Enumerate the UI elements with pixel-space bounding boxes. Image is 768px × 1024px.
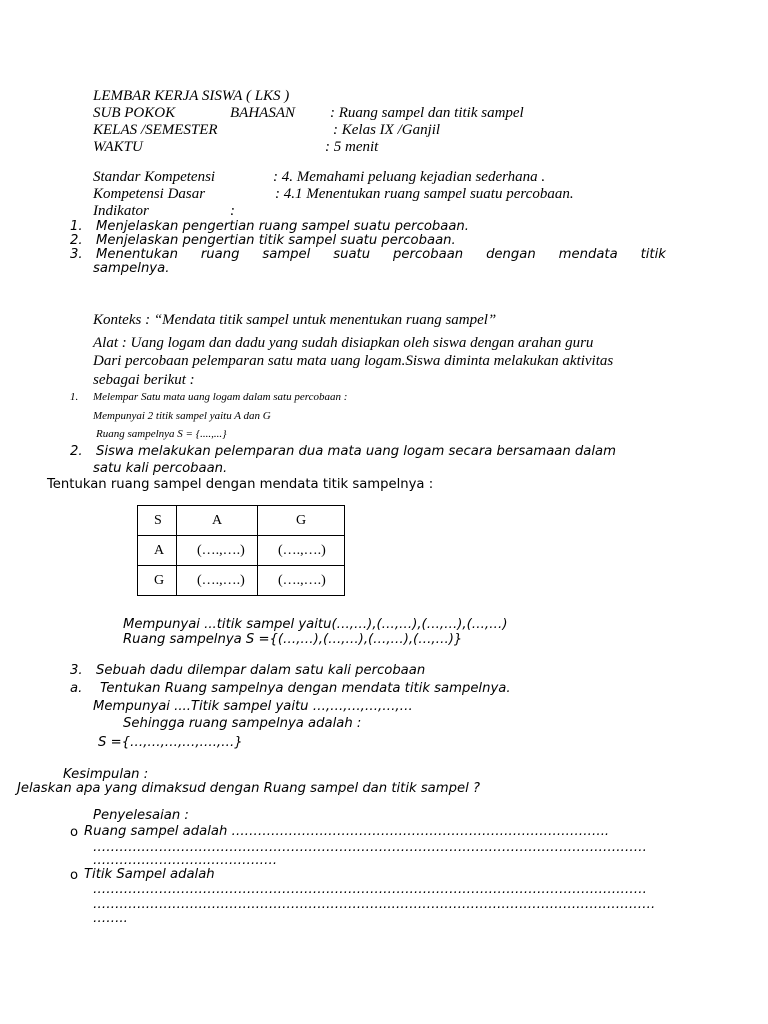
table-row — [138, 566, 345, 596]
sk-value: : 4. Memahami peluang kejadian sederhana . — [273, 169, 546, 185]
konteks-line: Konteks : “Mendata titik sampel untuk menentukan ruang sampel” — [93, 312, 497, 328]
indicator-3-line1 — [96, 247, 666, 262]
waktu-label: WAKTU — [93, 139, 143, 155]
dari-line: Dari percobaan pelemparan satu mata uang logam.Siswa diminta melakukan aktivitas — [93, 353, 614, 369]
activity-2-line2: satu kali percobaan. — [93, 461, 228, 476]
table-row-label: A — [138, 536, 177, 566]
ruang-sampel-line2: ……………………………………………………………………………………………………………… — [93, 840, 647, 855]
activity-1-num: 1. — [70, 391, 79, 403]
indicator-3-word: mendata — [558, 247, 618, 262]
activity-3a-text: Tentukan Ruang sampelnya dengan mendata titik sampelnya. — [100, 681, 511, 696]
penyelesaian-label: Penyelesaian : — [93, 808, 189, 823]
ruang-sampel-line1: Ruang sampel adalah ………………………………………………………………………….. — [84, 824, 610, 839]
indicator-1-num: 1. — [70, 219, 83, 234]
titik-sampel-line2: ……………………………………………………………………………………………………………… — [93, 882, 647, 897]
table-cell: (….,….) — [177, 566, 258, 596]
activity-3-s-equation: S ={…,…,…,…,….,…} — [98, 735, 243, 750]
activity-3a-label: a. — [70, 681, 83, 696]
indikator-colon: : — [230, 203, 235, 219]
activity-3-num: 3. — [70, 663, 83, 678]
activity-1-line2: Mempunyai 2 titik sampel yaitu A dan G — [93, 410, 271, 422]
bullet-icon: o — [70, 825, 79, 840]
indicator-3-word: suatu — [333, 247, 371, 262]
indicator-2-text: Menjelaskan pengertian titik sampel suatu percobaan. — [96, 233, 456, 248]
kesimpulan-title: Kesimpulan : — [63, 767, 149, 782]
kd-value: : 4.1 Menentukan ruang sampel suatu percobaan. — [275, 186, 574, 202]
activity-3-text: Sebuah dadu dilempar dalam satu kali percobaan — [96, 663, 426, 678]
table-header-cell: G — [258, 506, 345, 536]
indicator-1-text: Menjelaskan pengertian ruang sampel suatu percobaan. — [96, 219, 469, 234]
activity-3-sehingga: Sehingga ruang sampelnya adalah : — [123, 716, 362, 731]
activity-2-instruction: Tentukan ruang sampel dengan mendata titik sampelnya : — [47, 477, 434, 492]
ruang-sampel-line3: ……………………..……………. — [93, 853, 278, 868]
table-header-cell: S — [138, 506, 177, 536]
table-header-row — [138, 506, 345, 536]
sk-label: Standar Kompetensi — [93, 169, 216, 185]
kelas-label: KELAS /SEMESTER — [93, 122, 218, 138]
kesimpulan-question: Jelaskan apa yang dimaksud dengan Ruang sampel dan titik sampel ? — [17, 781, 480, 796]
indicator-3-word: titik — [640, 247, 666, 262]
table-row-label: G — [138, 566, 177, 596]
indicator-3-word: Menentukan — [96, 247, 178, 262]
activity-2-num: 2. — [70, 444, 83, 459]
bahasan-label: BAHASAN — [230, 105, 295, 121]
activity-2-line1: Siswa melakukan pelemparan dua mata uang logam secara bersamaan dalam — [96, 444, 616, 459]
indicator-3-word: sampel — [262, 247, 311, 262]
titik-sampel-line4: …….. — [93, 911, 128, 926]
indicator-3-num: 3. — [70, 247, 83, 262]
titik-sampel-line3: …………………………………………………………..…………………………………………………… — [93, 897, 656, 912]
bullet-icon: o — [70, 868, 79, 883]
table-cell: (….,….) — [258, 536, 345, 566]
activity-1-line1: Melempar Satu mata uang logam dalam satu percobaan : — [93, 391, 348, 403]
indicator-3-word: dengan — [486, 247, 536, 262]
kd-label: Kompetensi Dasar — [93, 186, 206, 202]
kelas-value: : Kelas IX /Ganjil — [333, 122, 441, 138]
indikator-label: Indikator — [93, 203, 149, 219]
table-cell: (….,….) — [258, 566, 345, 596]
sub-pokok-label: SUB POKOK — [93, 105, 176, 121]
indicator-2-num: 2. — [70, 233, 83, 248]
table-row — [138, 536, 345, 566]
table-header-cell: A — [177, 506, 258, 536]
table-cell: (….,….) — [177, 536, 258, 566]
activity-2-result-1: Mempunyai ...titik sampel yaitu(…,…),(…,…),(…,…),(…,…) — [123, 617, 508, 632]
lks-title: LEMBAR KERJA SISWA ( LKS ) — [93, 88, 290, 104]
titik-sampel-line1: Titik Sampel adalah — [84, 867, 215, 882]
indicator-3-line2: sampelnya. — [93, 261, 170, 276]
activity-1-line3: Ruang sampelnya S = {....,...} — [96, 428, 227, 440]
waktu-value: : 5 menit — [325, 139, 379, 155]
indicator-3-word: percobaan — [393, 247, 464, 262]
sebagai-line: sebagai berikut : — [93, 372, 195, 388]
activity-2-result-2: Ruang sampelnya S ={(…,…),(…,…),(…,…),(…,…)} — [123, 632, 463, 647]
activity-3-mempunyai: Mempunyai ....Titik sampel yaitu …,…,…,…,…,… — [93, 699, 413, 714]
sample-space-table — [137, 505, 345, 596]
sub-pokok-value: : Ruang sampel dan titik sampel — [330, 105, 524, 121]
indicator-3-word: ruang — [200, 247, 240, 262]
alat-line: Alat : Uang logam dan dadu yang sudah disiapkan oleh siswa dengan arahan guru — [93, 335, 594, 351]
